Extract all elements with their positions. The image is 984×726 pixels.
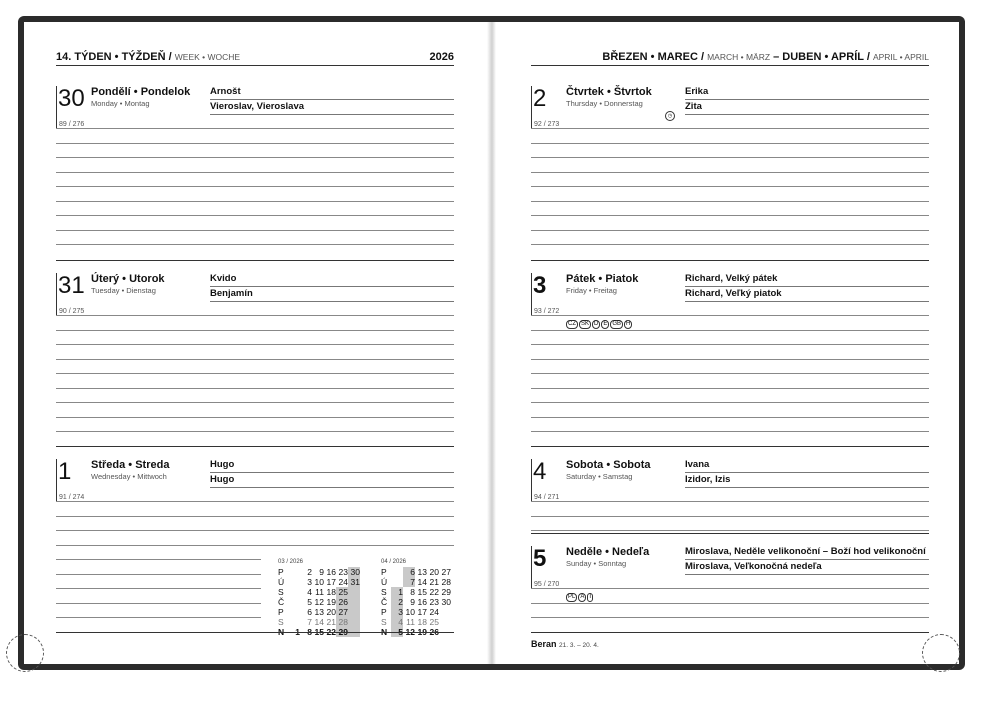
calendar-day: 8 xyxy=(410,587,415,597)
calendar-day: 21 xyxy=(429,577,439,587)
calendar-day: 13 xyxy=(314,607,324,617)
day-count: 92 / 273 xyxy=(534,121,560,128)
calendar-day: 27 xyxy=(336,607,348,617)
name-day-sk: Miroslava, Veľkonočná nedeľa xyxy=(685,561,929,575)
name-days xyxy=(685,86,929,116)
country-icon-gb: GB xyxy=(612,321,622,327)
day-name: Pondělí • Pondelok xyxy=(91,86,191,98)
writing-line xyxy=(56,574,261,575)
day-marker-bar xyxy=(56,459,57,501)
brand-name: Beran xyxy=(531,639,557,649)
calendar-day: 12 xyxy=(405,627,415,637)
writing-line xyxy=(56,559,261,560)
weekday-letter: Č xyxy=(278,597,285,607)
day-count: 93 / 272 xyxy=(534,308,560,315)
calendar-day: 20 xyxy=(326,607,336,617)
name-day-sk: Zita xyxy=(685,101,929,115)
weekday-letter: N xyxy=(381,627,388,637)
calendar-day xyxy=(391,577,403,587)
calendar-day: 23 xyxy=(429,597,439,607)
writing-line xyxy=(56,516,454,517)
calendar-day: 30 xyxy=(348,567,360,577)
day-separator xyxy=(531,260,929,261)
mini-calendar-row xyxy=(381,587,451,597)
calendar-day: 5 xyxy=(391,627,403,637)
calendar-day: 9 xyxy=(410,597,415,607)
clock-icon: ◷ xyxy=(665,111,675,121)
writing-line xyxy=(56,417,454,418)
calendar-day xyxy=(348,607,360,617)
calendar-day xyxy=(288,617,300,627)
day-count: 91 / 274 xyxy=(59,494,85,501)
day-number: 2 xyxy=(533,85,547,112)
writing-line xyxy=(56,186,454,187)
calendar-day: 12 xyxy=(314,597,324,607)
weekday-letter: S xyxy=(278,617,284,627)
year-label: 2026 xyxy=(429,51,454,63)
writing-line xyxy=(56,388,454,389)
name-day-cz: Ivana xyxy=(685,459,929,473)
name-day-cz: Richard, Velký pátek xyxy=(685,273,929,287)
day-block-2 xyxy=(531,86,929,266)
day-marker-bar xyxy=(531,273,532,315)
writing-line xyxy=(531,617,929,618)
page-corner-right xyxy=(922,634,960,672)
calendar-day: 8 xyxy=(307,627,312,637)
weekday-letter: S xyxy=(381,617,387,627)
mini-calendar-march xyxy=(278,558,360,637)
day-number: 30 xyxy=(58,85,85,112)
writing-line xyxy=(56,501,454,502)
calendar-day: 19 xyxy=(417,627,427,637)
weekday-letter: P xyxy=(278,567,284,577)
writing-line xyxy=(56,588,261,589)
calendar-day: 11 xyxy=(406,617,415,627)
name-days xyxy=(685,459,929,489)
writing-line xyxy=(56,545,454,546)
writing-line xyxy=(531,530,929,531)
weekday-letter: Ú xyxy=(381,577,388,587)
writing-line xyxy=(56,402,454,403)
calendar-day: 27 xyxy=(441,567,451,577)
calendar-day: 29 xyxy=(336,627,348,637)
calendar-day: 18 xyxy=(326,587,336,597)
writing-line xyxy=(531,330,929,331)
writing-line xyxy=(531,344,929,345)
day-name: Pátek • Piatok xyxy=(566,273,639,285)
mini-calendar-row xyxy=(381,567,451,577)
day-count: 90 / 275 xyxy=(59,308,85,315)
calendar-day: 16 xyxy=(326,567,336,577)
day-name: Neděle • Nedeľa xyxy=(566,546,650,558)
mini-calendar-row xyxy=(381,617,451,627)
calendar-day: 15 xyxy=(417,587,427,597)
mini-calendar-row xyxy=(278,597,360,607)
mini-calendar-grid xyxy=(278,567,360,637)
country-icon-sk: SK xyxy=(581,321,590,327)
calendar-day: 22 xyxy=(429,587,439,597)
calendar-day: 2 xyxy=(391,597,403,607)
writing-line xyxy=(56,172,454,173)
calendar-day: 7 xyxy=(403,577,415,587)
weekday-letter: N xyxy=(278,627,285,637)
day-name: Středa • Streda xyxy=(91,459,170,471)
writing-line xyxy=(531,388,929,389)
writing-line xyxy=(531,244,929,245)
mini-calendar-title: 03 / 2026 xyxy=(278,559,304,565)
calendar-day: 24 xyxy=(338,577,348,587)
day-separator xyxy=(56,260,454,261)
calendar-day: 14 xyxy=(314,617,324,627)
day-count: 95 / 270 xyxy=(534,581,560,588)
day-count: 89 / 276 xyxy=(59,121,85,128)
name-day-cz: Kvido xyxy=(210,273,454,287)
calendar-day: 26 xyxy=(429,627,439,637)
calendar-day: 1 xyxy=(391,587,403,597)
calendar-day: 3 xyxy=(391,607,403,617)
week-subtitle: WEEK • WOCHE xyxy=(174,52,241,62)
writing-line xyxy=(531,186,929,187)
zodiac-date-range: 21. 3. – 20. 4. xyxy=(559,642,599,649)
writing-line xyxy=(56,359,454,360)
calendar-day: 18 xyxy=(417,617,427,627)
writing-line xyxy=(56,230,454,231)
calendar-day: 30 xyxy=(441,597,451,607)
calendar-day: 3 xyxy=(307,577,312,587)
weekday-letter: Č xyxy=(381,597,388,607)
month-title-1: BŘEZEN • MAREC / xyxy=(602,51,705,63)
weekday-letter: S xyxy=(381,587,387,597)
weekday-letter: Ú xyxy=(278,577,285,587)
writing-line xyxy=(531,230,929,231)
country-icon-cz: CZ xyxy=(568,321,576,327)
writing-line xyxy=(56,431,454,432)
country-icon-h: H xyxy=(626,321,631,327)
calendar-day: 4 xyxy=(391,617,403,627)
writing-line xyxy=(531,201,929,202)
calendar-day: 21 xyxy=(326,617,336,627)
day-name: Sobota • Sobota xyxy=(566,459,651,471)
day-separator xyxy=(56,632,454,633)
name-days xyxy=(210,86,454,116)
day-marker-bar xyxy=(531,86,532,128)
calendar-day: 22 xyxy=(326,627,336,637)
day-block-30 xyxy=(56,86,454,266)
mini-calendar-row xyxy=(278,587,360,597)
month-title-2: DUBEN • APRÍL / xyxy=(782,51,870,63)
month-subtitle-2: APRIL • APRIL xyxy=(872,52,929,62)
calendar-day xyxy=(288,587,300,597)
country-icon-a: A xyxy=(580,594,585,600)
page-corner-left xyxy=(6,634,44,672)
calendar-day xyxy=(439,617,451,627)
calendar-day: 1 xyxy=(295,627,300,637)
calendar-day: 23 xyxy=(338,567,348,577)
weekday-letter: P xyxy=(381,567,387,577)
day-name-sub: Friday • Freitag xyxy=(566,286,617,295)
day-name-sub: Wednesday • Mittwoch xyxy=(91,472,167,481)
calendar-day: 16 xyxy=(417,597,427,607)
day-separator xyxy=(56,446,454,447)
name-day-sk: Izidor, Izis xyxy=(685,474,929,488)
holiday-country-icons xyxy=(566,593,594,602)
mini-calendar-row xyxy=(278,607,360,617)
day-name-sub: Sunday • Sonntag xyxy=(566,559,627,568)
day-marker-bar xyxy=(531,459,532,501)
writing-line xyxy=(56,530,454,531)
day-separator xyxy=(531,446,929,447)
calendar-day: 10 xyxy=(314,577,324,587)
spine xyxy=(487,22,496,664)
writing-line xyxy=(56,330,454,331)
writing-line xyxy=(56,315,454,316)
name-days xyxy=(210,273,454,303)
day-marker-bar xyxy=(531,546,532,588)
day-name-sub: Tuesday • Dienstag xyxy=(91,286,156,295)
day-number: 5 xyxy=(533,545,547,572)
calendar-day xyxy=(348,597,360,607)
writing-line xyxy=(56,128,454,129)
writing-line xyxy=(531,143,929,144)
name-days xyxy=(210,459,454,489)
day-marker-bar xyxy=(56,86,57,128)
day-name-sub: Thursday • Donnerstag xyxy=(566,99,643,108)
writing-line xyxy=(56,244,454,245)
day-number: 4 xyxy=(533,458,547,485)
calendar-day xyxy=(348,587,360,597)
country-icon-i: I xyxy=(589,594,592,600)
name-day-cz: Erika xyxy=(685,86,929,100)
name-day-cz: Miroslava, Neděle velikonoční – Boží hod velikonoční xyxy=(685,546,929,560)
writing-line xyxy=(531,373,929,374)
name-days xyxy=(685,546,929,576)
calendar-day: 2 xyxy=(307,567,312,577)
calendar-day: 17 xyxy=(417,607,427,617)
day-count: 94 / 271 xyxy=(534,494,560,501)
day-number: 3 xyxy=(533,272,547,299)
day-number: 1 xyxy=(58,458,72,485)
writing-line xyxy=(56,373,454,374)
calendar-day: 20 xyxy=(429,567,439,577)
writing-line xyxy=(56,143,454,144)
writing-line xyxy=(531,431,929,432)
calendar-day xyxy=(391,567,403,577)
writing-line xyxy=(56,617,261,618)
writing-line xyxy=(531,516,929,517)
calendar-day: 6 xyxy=(403,567,415,577)
day-name: Čtvrtek • Štvrtok xyxy=(566,86,652,98)
footer-brand xyxy=(531,639,599,649)
day-separator xyxy=(531,533,929,534)
calendar-day xyxy=(288,567,300,577)
name-day-cz: Arnošt xyxy=(210,86,454,100)
mini-calendar-april xyxy=(381,558,451,637)
writing-line xyxy=(56,603,261,604)
writing-line xyxy=(531,603,929,604)
writing-line xyxy=(531,215,929,216)
calendar-day xyxy=(439,607,451,617)
mini-calendar-row xyxy=(381,577,451,587)
calendar-day: 6 xyxy=(307,607,312,617)
writing-line xyxy=(531,172,929,173)
weekday-letter: P xyxy=(278,607,284,617)
calendar-day: 9 xyxy=(319,567,324,577)
calendar-day xyxy=(288,607,300,617)
mini-calendar-row xyxy=(278,567,360,577)
calendar-day: 24 xyxy=(429,607,439,617)
name-day-sk: Hugo xyxy=(210,474,454,488)
mini-calendar-grid xyxy=(381,567,451,637)
name-days xyxy=(685,273,929,303)
calendar-day: 28 xyxy=(336,617,348,627)
day-block-5 xyxy=(531,546,929,726)
month-dash: – xyxy=(773,51,780,63)
month-subtitle-1: MARCH • MÄRZ xyxy=(707,52,771,62)
writing-line xyxy=(531,128,929,129)
mini-calendar-row xyxy=(381,597,451,607)
writing-line xyxy=(56,157,454,158)
day-block-31 xyxy=(56,273,454,453)
day-name-sub: Saturday • Samstag xyxy=(566,472,633,481)
calendar-day xyxy=(288,577,300,587)
calendar-day: 25 xyxy=(336,587,348,597)
writing-line xyxy=(531,588,929,589)
calendar-day: 14 xyxy=(417,577,427,587)
calendar-day: 11 xyxy=(315,587,324,597)
calendar-day: 13 xyxy=(417,567,427,577)
mini-calendar-row xyxy=(278,617,360,627)
country-icon-pl: PL xyxy=(568,594,576,600)
calendar-day: 10 xyxy=(405,607,415,617)
calendar-day: 31 xyxy=(348,577,360,587)
calendar-day: 17 xyxy=(326,577,336,587)
calendar-day: 4 xyxy=(307,587,312,597)
writing-line xyxy=(531,417,929,418)
writing-line xyxy=(531,315,929,316)
week-header xyxy=(56,50,454,66)
calendar-day: 28 xyxy=(441,577,451,587)
name-day-sk: Richard, Veľký piatok xyxy=(685,288,929,302)
calendar-day: 7 xyxy=(307,617,312,627)
day-separator xyxy=(531,632,929,633)
calendar-day: 19 xyxy=(326,597,336,607)
day-name: Úterý • Utorok xyxy=(91,273,165,285)
writing-line xyxy=(56,344,454,345)
name-day-cz: Hugo xyxy=(210,459,454,473)
writing-line xyxy=(531,402,929,403)
calendar-day: 5 xyxy=(307,597,312,607)
week-title: 14. TÝDEN • TÝŽDEŇ / xyxy=(56,51,172,63)
day-number: 31 xyxy=(58,272,85,299)
calendar-day: 29 xyxy=(441,587,451,597)
weekday-letter: S xyxy=(278,587,284,597)
writing-line xyxy=(531,359,929,360)
writing-line xyxy=(531,501,929,502)
name-day-sk: Vieroslav, Vieroslava xyxy=(210,101,454,115)
writing-line xyxy=(56,215,454,216)
mini-calendar-row xyxy=(381,607,451,617)
name-day-sk: Benjamín xyxy=(210,288,454,302)
writing-line xyxy=(56,201,454,202)
calendar-day xyxy=(288,597,300,607)
month-header xyxy=(531,50,929,66)
calendar-day: 26 xyxy=(336,597,348,607)
day-marker-bar xyxy=(56,273,57,315)
writing-line xyxy=(531,157,929,158)
weekday-letter: P xyxy=(381,607,387,617)
day-block-3 xyxy=(531,273,929,453)
calendar-day: 25 xyxy=(429,617,439,627)
mini-calendar-title: 04 / 2026 xyxy=(381,559,407,565)
country-icon-e: E xyxy=(603,321,608,327)
mini-calendar-row xyxy=(278,577,360,587)
calendar-day xyxy=(348,617,360,627)
day-name-sub: Monday • Montag xyxy=(91,99,150,108)
country-icon-d: D xyxy=(594,321,599,327)
calendar-day: 15 xyxy=(314,627,324,637)
holiday-country-icons xyxy=(566,320,633,329)
